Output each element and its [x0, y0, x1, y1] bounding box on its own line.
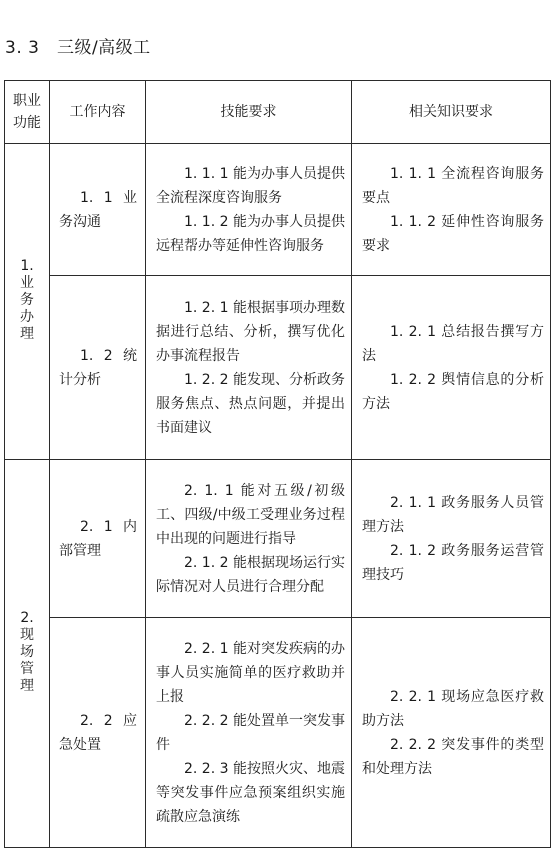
section-title: 3. 3 三级/高级工 [5, 38, 151, 58]
skill-item: 2. 1. 1 能对五级/初级工、四级/中级工受理业务过程中出现的问题进行指导 [156, 482, 345, 547]
knowledge-item: 2. 2. 2 突发事件的类型和处理方法 [362, 736, 544, 777]
skill-item: 1. 2. 1 能根据事项办理数据进行总结、分析，撰写优化办事流程报告 [156, 299, 345, 364]
header-knowledge: 相关知识要求 [352, 81, 551, 144]
knowledge-item: 1. 1. 2 延伸性咨询服务要求 [362, 213, 544, 254]
skill-cell [146, 144, 352, 276]
table-row [5, 144, 551, 276]
knowledge-cell [352, 618, 551, 848]
content-cell: 1. 1 业务沟通 [50, 144, 146, 276]
skill-cell [146, 618, 352, 848]
table-row [5, 460, 551, 618]
skill-item: 1. 1. 1 能为办事人员提供全流程深度咨询服务 [156, 165, 345, 206]
skill-cell [146, 460, 352, 618]
skill-item: 1. 2. 2 能发现、分析政务服务焦点、热点问题，并提出书面建议 [156, 371, 345, 436]
skill-requirements-table [4, 80, 551, 848]
knowledge-item: 2. 2. 1 现场应急医疗救助方法 [362, 688, 544, 729]
knowledge-item: 1. 2. 2 舆情信息的分析方法 [362, 371, 544, 412]
function-cell: 1. 业务办理 [5, 144, 50, 460]
knowledge-item: 2. 1. 1 政务服务人员管理方法 [362, 494, 544, 535]
knowledge-cell [352, 144, 551, 276]
skill-item: 2. 1. 2 能根据现场运行实际情况对人员进行合理分配 [156, 554, 345, 595]
function-cell: 2. 现场管理 [5, 460, 50, 848]
header-content: 工作内容 [50, 81, 146, 144]
skill-item: 2. 2. 2 能处置单一突发事件 [156, 712, 345, 753]
skill-item: 1. 1. 2 能为办事人员提供远程帮办等延伸性咨询服务 [156, 213, 345, 254]
skill-item: 2. 2. 3 能按照火灾、地震等突发事件应急预案组织实施疏散应急演练 [156, 760, 345, 825]
content-cell: 2. 2 应急处置 [50, 618, 146, 848]
content-cell: 1. 2 统计分析 [50, 276, 146, 460]
skill-cell [146, 276, 352, 460]
knowledge-cell [352, 276, 551, 460]
table-row [5, 276, 551, 460]
knowledge-item: 2. 1. 2 政务服务运营管理技巧 [362, 542, 544, 583]
header-skill: 技能要求 [146, 81, 352, 144]
skill-item: 2. 2. 1 能对突发疾病的办事人员实施简单的医疗救助并上报 [156, 640, 345, 705]
header-function: 职业功能 [5, 81, 50, 144]
knowledge-cell [352, 460, 551, 618]
content-cell: 2. 1 内部管理 [50, 460, 146, 618]
knowledge-item: 1. 1. 1 全流程咨询服务要点 [362, 165, 544, 206]
knowledge-item: 1. 2. 1 总结报告撰写方法 [362, 323, 544, 364]
table-row [5, 618, 551, 848]
table-header-row [5, 81, 551, 144]
